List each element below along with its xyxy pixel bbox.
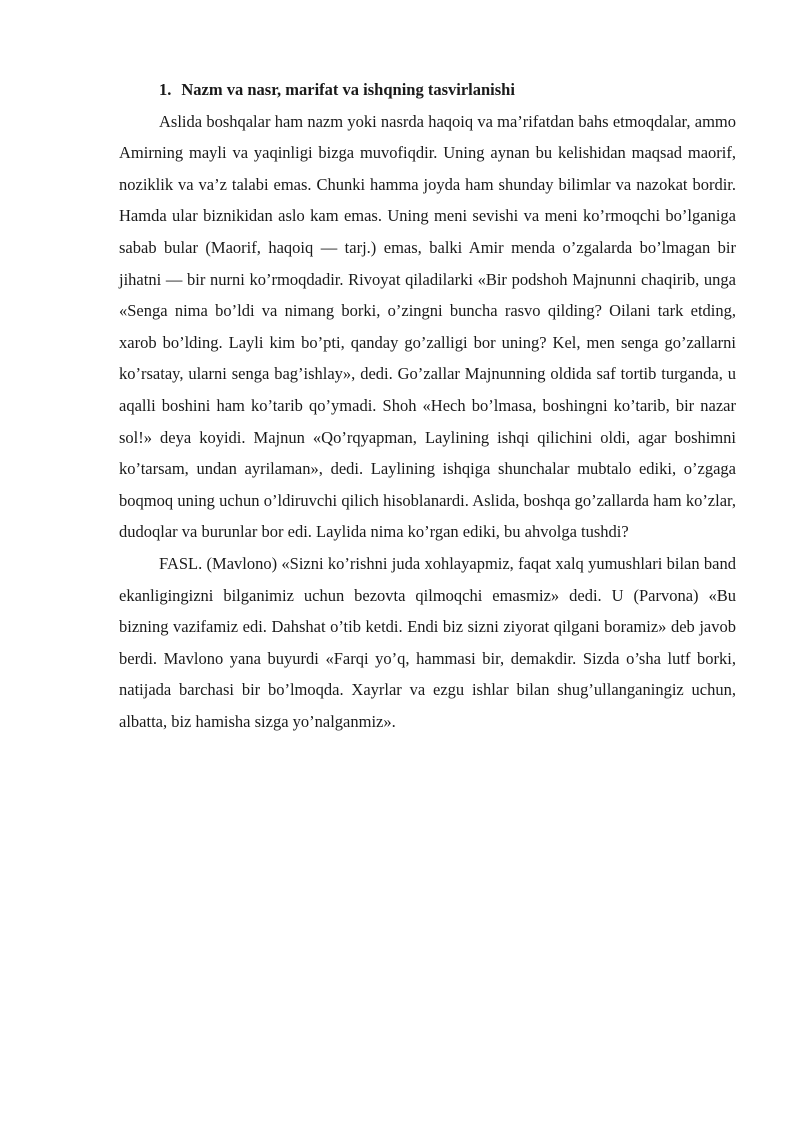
paragraph-1: Aslida boshqalar ham nazm yoki nasrda haqoiq va ma’rifatdan bahs etmoqdalar, ammo Amirning mayli va yaqinligi bizga muvofiqdir. Uning aynan bu kelishidan maqsad maorif, noziklik va va’z talabi emas. Chunki hamma joyda ham shunday bilimlar va nazokat bordir. Hamda ular biznikidan aslo kam emas. Uning meni sevishi va meni ko’rmoqchi bo’lganiga sabab bular (Maorif, haqoiq — tarj.) emas, balki Amir menda o’zgalarda bo’lmagan bir jihatni — bir nurni ko’rmoqdadir. Rivoyat qiladilarki «Bir podshoh Majnunni chaqirib, unga «Senga nima bo’ldi va nimang borki, o’zingni buncha rasvo qilding? Oilani tark etding, xarob bo’lding. Layli kim bo’pti, qanday go’zalligi bor uning? Kel, men senga go’zallarni ko’rsatay, ularni senga bag’ishlay», dedi. Go’zallar Majnunning oldida saf tortib turganda, u aqalli boshini ham ko’tarib qo’ymadi. Shoh «Hech bo’lmasa, boshingni ko’tarib, bir nazar sol!» deya koyidi. Majnun «Qo’rqyapman, Laylining ishqi qilichini oldi, agar boshimni ko’tarsam, undan ayrilaman», dedi. Laylining ishqiga shunchalar mubtalo ediki, o’zgaga boqmoq uning uchun o’ldiruvchi qilich hisoblanardi. Aslida, boshqa go’zallarda ham ko’zlar, dudoqlar va burunlar bor edi. Laylida nima ko’rgan ediki, bu ahvolga tushdi? <box>119 111 736 542</box>
paragraph-2: FASL. (Mavlono) «Sizni ko’rishni juda xohlayapmiz, faqat xalq yumushlari bilan band ekanligingizni bilganimiz uchun bezovta qilmoqchi emasmiz» dedi. U (Parvona) «Bu bizning vazifamiz edi. Dahshat o’tib ketdi. Endi biz sizni ziyorat qilgani boramiz» deb javob berdi. Mavlono yana buyurdi «Farqi yo’q, hammasi bir, demakdir. Sizda o’sha lutf borki, natijada barchasi bir bo’lmoqda. Xayrlar va ezgu ishlar bilan shug’ullanganingiz uchun, albatta, biz hamisha sizga yo’nalganmiz». <box>119 553 736 731</box>
section-heading <box>119 74 736 106</box>
section-title: Nazm va nasr, marifat va ishqning tasvirlanishi <box>181 80 515 99</box>
section-number: 1. <box>159 80 172 99</box>
page-content <box>119 74 736 737</box>
